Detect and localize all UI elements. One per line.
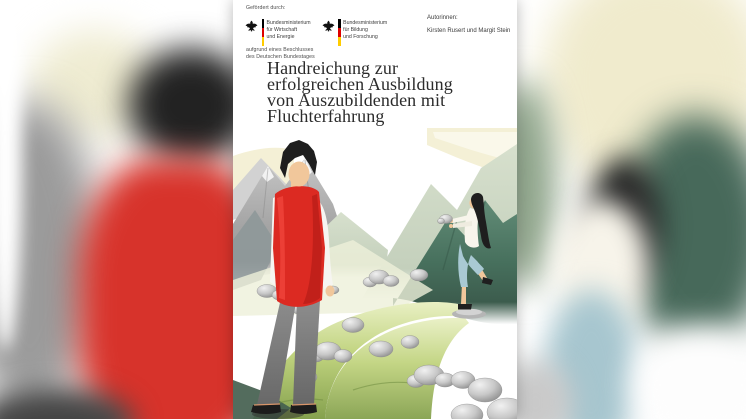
ministry-line: und Forschung — [343, 33, 378, 40]
ministry-line: Bundesministerium — [266, 20, 311, 26]
federal-eagle-icon — [322, 19, 335, 33]
logo-bmbf — [322, 19, 388, 46]
cover-title — [267, 60, 453, 124]
flag-stripe — [338, 19, 341, 46]
title-line: Fluchterfahrung — [267, 106, 385, 126]
federal-eagle-icon — [245, 19, 258, 33]
title-line: von Auszubildenden mit — [267, 90, 446, 110]
flag-stripe — [262, 19, 265, 46]
blurred-background-left — [0, 0, 236, 419]
title-line: Handreichung zur — [267, 58, 399, 78]
funding-label: Gefördert durch: — [246, 5, 286, 11]
ministry-logos — [245, 19, 387, 46]
ministry-line: Bundesministerium — [343, 20, 388, 26]
ministry-line: für Wirtschaft — [266, 26, 298, 33]
blur-white-bottom-blob — [631, 325, 746, 419]
ministry-name — [343, 19, 387, 40]
title-line: erfolgreichen Ausbildung — [267, 74, 453, 94]
ministry-line: und Energie — [266, 33, 295, 40]
funding-note-line: des Deutschen Bundestages — [246, 53, 315, 60]
ministry-name — [267, 19, 311, 40]
blurred-background-right — [516, 0, 746, 419]
authors-block — [427, 15, 510, 36]
ministry-line: für Bildung — [343, 26, 368, 33]
authors-names: Kirsten Rusert und Margit Stein — [427, 27, 511, 34]
authors-label: Autorinnen: — [427, 15, 458, 21]
blur-hair-blob — [128, 48, 236, 163]
cover-illustration — [233, 128, 517, 419]
funding-note-line: aufgrund eines Beschlusses — [246, 47, 314, 53]
blur-red-vest-blob — [78, 158, 236, 419]
publication-cover — [233, 0, 517, 419]
logo-bmwi — [245, 19, 311, 46]
